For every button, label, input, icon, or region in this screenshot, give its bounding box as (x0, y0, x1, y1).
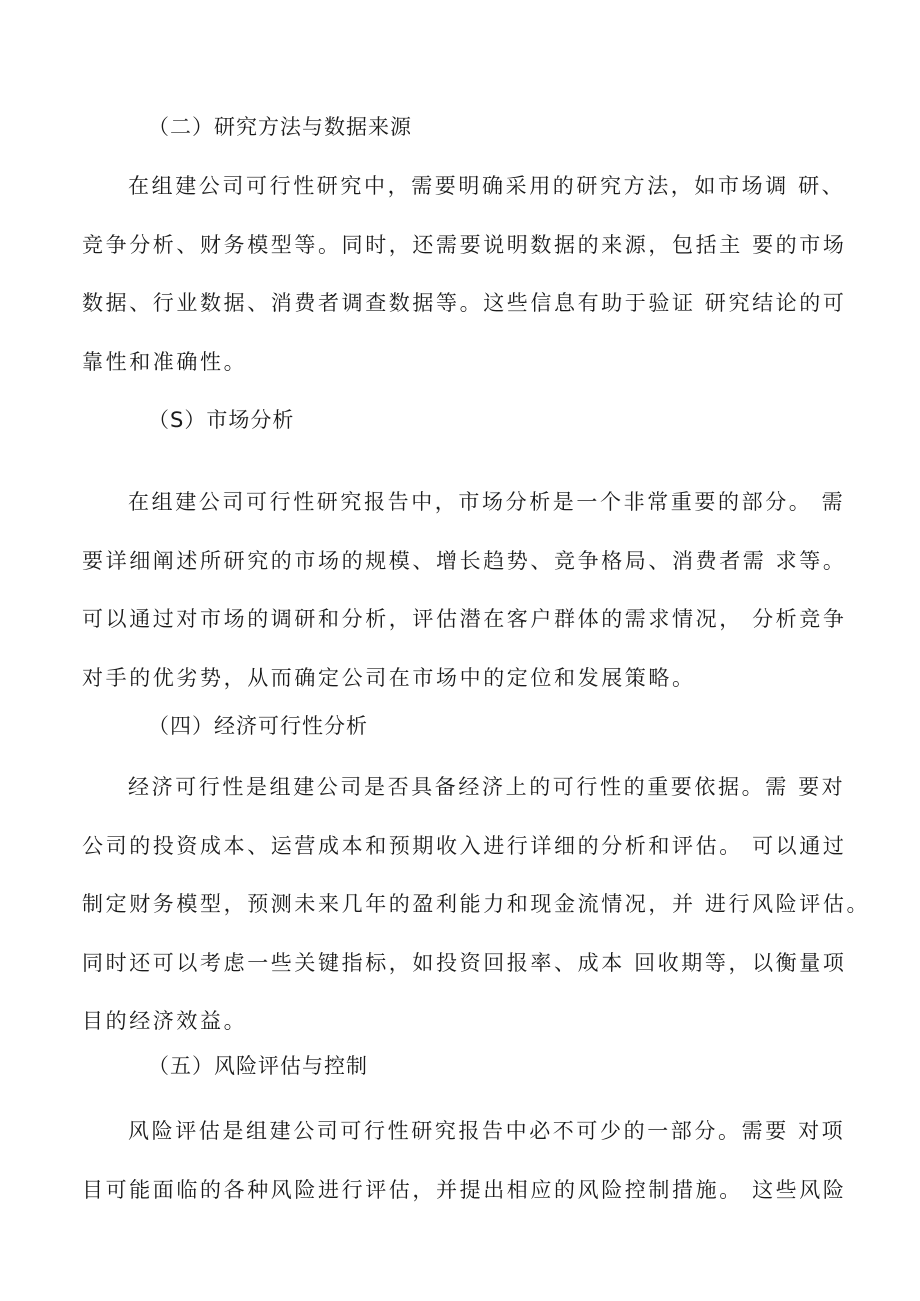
paragraph-line: 可以通过对市场的调研和分析，评估潜在客户群体的需求情况， 分析竞争 (82, 607, 847, 631)
paragraph-economic-feasibility (82, 758, 871, 1051)
paragraph-market-analysis (82, 473, 847, 707)
paragraph-line: 目的经济效益。 (82, 1009, 248, 1033)
paragraph-line: 靠性和准确性。 (82, 349, 248, 374)
paragraph-risk-assessment (82, 1102, 847, 1219)
paragraph-line: 在组建公司可行性研究中，需要明确采用的研究方法，如市场调 研、 (128, 174, 846, 198)
paragraph-line: 经济可行性是组建公司是否具备经济上的可行性的重要依据。需 要对 (128, 775, 846, 799)
paragraph-line: 同时还可以考虑一些关键指标，如投资回报率、成本 回收期等，以衡量项 (82, 950, 847, 975)
paragraph-line: 对手的优劣势，从而确定公司在市场中的定位和发展策略。 (82, 665, 696, 690)
paragraph-line: 在组建公司可行性研究报告中，市场分析是一个非常重要的部分。 需 (128, 490, 846, 514)
paragraph-line: 数据、行业数据、消费者调查数据等。这些信息有助于验证 研究结论的可 (82, 291, 847, 315)
paragraph-line: 目可能面临的各种风险进行评估，并提出相应的风险控制措施。 这些风险 (82, 1177, 847, 1202)
section-heading-risk-assessment: （五）风险评估与控制 (148, 1054, 368, 1078)
paragraph-research-methods (82, 157, 847, 391)
section-heading-economic-feasibility: （四）经济可行性分析 (148, 714, 368, 738)
section-heading-research-methods: （二）研究方法与数据来源 (148, 115, 412, 139)
paragraph-line: 公司的投资成本、运营成本和预期收入进行详细的分析和评估。 可以通过 (82, 833, 847, 858)
section-heading-market-analysis: （S）市场分析 (148, 408, 295, 432)
paragraph-line: 竞争分析、财务模型等。同时，还需要说明数据的来源，包括主 要的市场 (82, 232, 847, 257)
paragraph-line: 风险评估是组建公司可行性研究报告中必不可少的一部分。需要 对项 (128, 1119, 846, 1143)
paragraph-line: 制定财务模型，预测未来几年的盈利能力和现金流情况，并 进行风险评估。 (82, 892, 871, 916)
paragraph-line: 要详细阐述所研究的市场的规模、增长趋势、竞争格局、消费者需 求等。 (82, 548, 847, 573)
